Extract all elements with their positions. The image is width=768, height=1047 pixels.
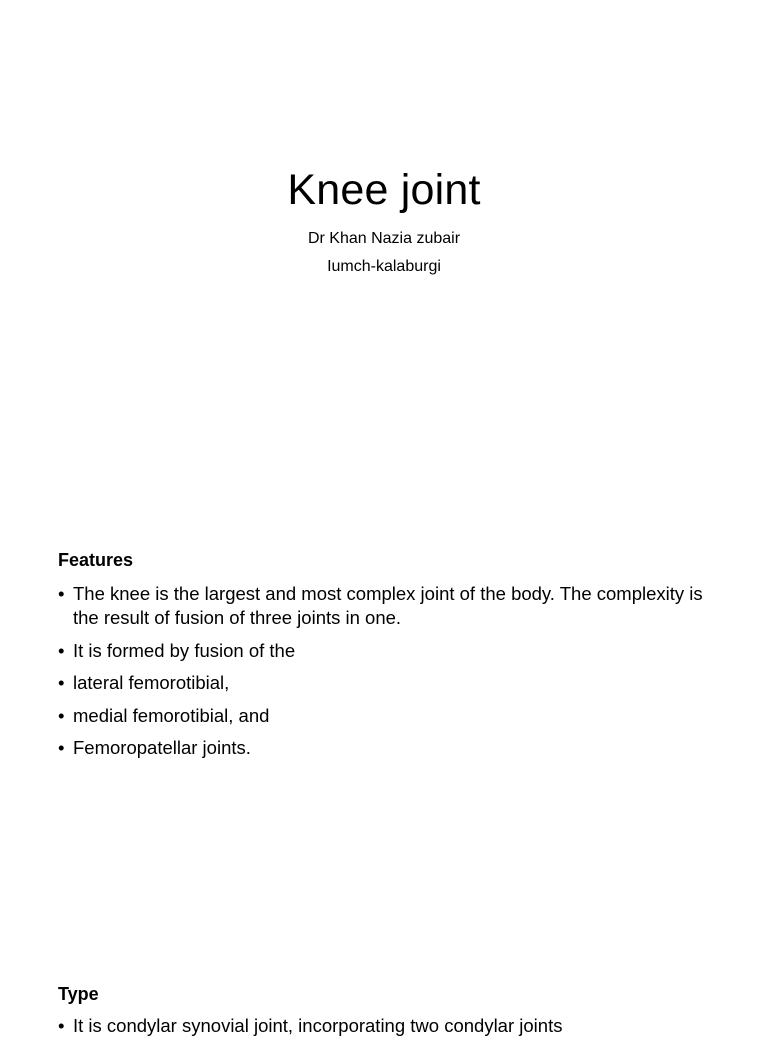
author-name: Dr Khan Nazia zubair	[307, 230, 461, 247]
bullet-item: • It is formed by fusion of the	[58, 639, 708, 663]
bullet-item: • medial femorotibial, and	[58, 704, 708, 728]
type-list	[58, 1014, 708, 1047]
type-slide	[0, 864, 768, 1036]
bullet-item: • Femoropatellar joints.	[58, 736, 708, 760]
features-list	[58, 582, 708, 769]
features-slide	[0, 432, 768, 864]
bullet-item: • The knee is the largest and most complex joint of the body. The complexity is the result of fusion of three joints in one.	[58, 582, 708, 630]
bullet-item: • lateral femorotibial,	[58, 671, 708, 695]
bullet-item: • It is condylar synovial joint, incorporating two condylar joints	[58, 1014, 708, 1038]
type-heading: Type	[58, 984, 99, 1004]
author-institution: Iumch-kalaburgi	[327, 258, 441, 275]
title-slide	[0, 0, 768, 432]
features-heading: Features	[58, 550, 134, 570]
slide-title: Knee joint	[287, 166, 481, 214]
